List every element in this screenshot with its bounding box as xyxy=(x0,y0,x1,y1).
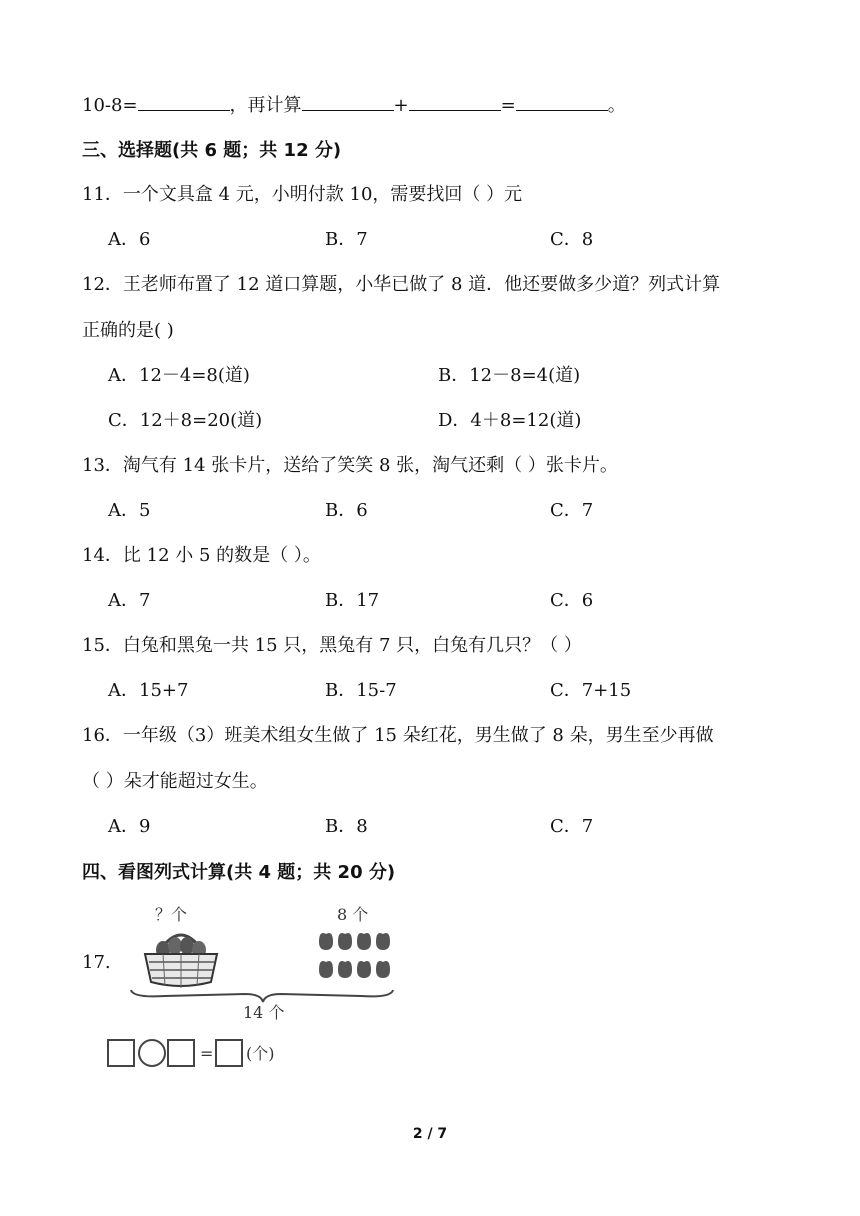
equals-sign: = xyxy=(200,1044,214,1063)
q15-stem: 15．白兔和黑兔一共 15 只，黑兔有 7 只，白兔有几只？（ ） xyxy=(82,635,582,656)
q10-prefix: 10-8= xyxy=(82,95,138,116)
q13-option-a[interactable]: A．5 xyxy=(108,500,151,521)
q12-stem-cont: 正确的是( ) xyxy=(82,320,174,341)
q17-equation-template xyxy=(106,1036,306,1070)
answer-blank[interactable] xyxy=(409,92,501,111)
answer-box[interactable] xyxy=(108,1040,134,1066)
q16-stem: 16．一年级（3）班美术组女生做了 15 朵红花，男生做了 8 朵，男生至少再做 xyxy=(82,725,714,746)
q11-option-c[interactable]: C．8 xyxy=(550,229,594,250)
q13-stem: 13．淘气有 14 张卡片，送给了笑笑 8 张，淘气还剩（ ）张卡片。 xyxy=(82,455,618,476)
unit-label: (个) xyxy=(246,1044,275,1063)
q12-option-a[interactable]: A．12－4=8(道) xyxy=(108,365,250,386)
section3-title: 三、选择题(共 6 题；共 12 分) xyxy=(82,140,342,161)
section4-title: 四、看图列式计算(共 4 题；共 20 分) xyxy=(82,862,396,883)
page-number: 2 / 7 xyxy=(412,1126,448,1142)
answer-blank[interactable] xyxy=(302,92,394,111)
answer-box[interactable] xyxy=(216,1040,242,1066)
q17-figure xyxy=(125,898,425,1028)
q14-option-a[interactable]: A．7 xyxy=(108,590,151,611)
q16-option-a[interactable]: A．9 xyxy=(108,816,151,837)
q16-option-c[interactable]: C．7 xyxy=(550,816,594,837)
q12-option-c[interactable]: C．12＋8=20(道) xyxy=(108,410,263,431)
q16-stem-cont: （ ）朵才能超过女生。 xyxy=(82,771,268,792)
basket-icon xyxy=(145,935,217,988)
q10-end: 。 xyxy=(607,95,626,116)
unknown-count-label: ？个 xyxy=(155,905,188,924)
q14-option-c[interactable]: C．6 xyxy=(550,590,594,611)
q10-equals: = xyxy=(500,95,516,116)
fruit-group-icon xyxy=(319,933,390,978)
q15-option-c[interactable]: C．7+15 xyxy=(550,680,632,701)
q14-option-b[interactable]: B．17 xyxy=(325,590,380,611)
q15-option-b[interactable]: B．15-7 xyxy=(325,680,397,701)
q11-option-b[interactable]: B．7 xyxy=(325,229,368,250)
operator-circle[interactable] xyxy=(139,1040,165,1066)
q13-option-b[interactable]: B．6 xyxy=(325,500,368,521)
known-count-label: 8 个 xyxy=(337,905,369,924)
q12-stem: 12．王老师布置了 12 道口算题，小华已做了 8 道．他还要做多少道？列式计算 xyxy=(82,274,721,295)
q11-option-a[interactable]: A．6 xyxy=(108,229,151,250)
answer-blank[interactable] xyxy=(138,92,230,111)
q15-option-a[interactable]: A．15+7 xyxy=(108,680,189,701)
q10-plus: + xyxy=(393,95,409,116)
q12-option-b[interactable]: B．12－8=4(道) xyxy=(438,365,581,386)
answer-blank[interactable] xyxy=(516,92,608,111)
q17-number: 17. xyxy=(82,952,111,973)
q11-stem: 11．一个文具盒 4 元，小明付款 10，需要找回（ ）元 xyxy=(82,184,523,205)
q13-option-c[interactable]: C．7 xyxy=(550,500,594,521)
total-count-label: 14 个 xyxy=(243,1003,285,1022)
total-brace xyxy=(131,990,393,1002)
q12-option-d[interactable]: D．4＋8=12(道) xyxy=(438,410,582,431)
q10-tail xyxy=(82,92,626,118)
answer-box[interactable] xyxy=(168,1040,194,1066)
q14-stem: 14．比 12 小 5 的数是（ ）。 xyxy=(82,545,321,566)
q10-middle: ，再计算 xyxy=(229,95,302,116)
q16-option-b[interactable]: B．8 xyxy=(325,816,368,837)
